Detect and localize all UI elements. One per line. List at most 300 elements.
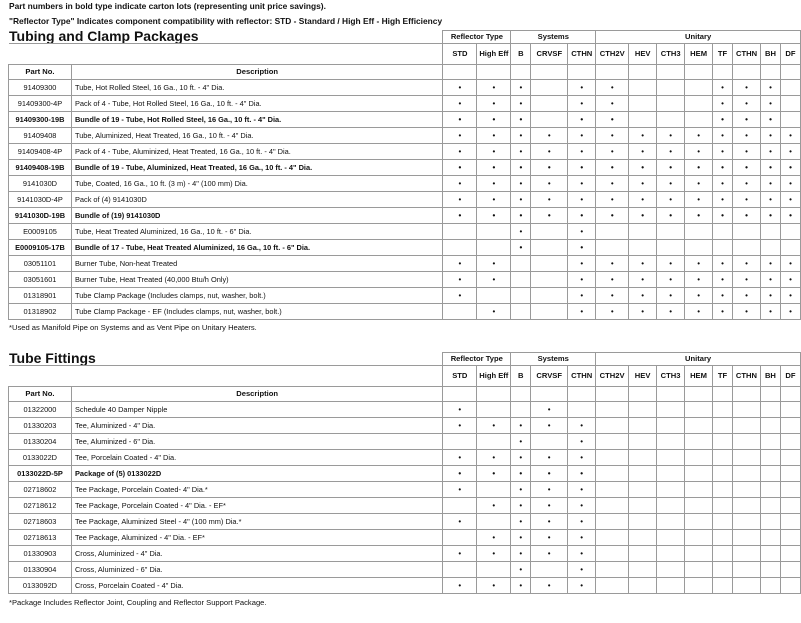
- compatibility-mark: •: [721, 195, 724, 204]
- header-spacer: [511, 387, 531, 402]
- compatibility-mark: •: [669, 307, 673, 316]
- compatibility-mark: •: [721, 275, 724, 284]
- unitary-cthn-column-header: CTHN: [733, 44, 761, 65]
- compatibility-mark: •: [519, 195, 523, 204]
- b-cell: [511, 240, 531, 256]
- crvsf-cell: [531, 514, 568, 530]
- cth2v-cell: [596, 434, 629, 450]
- bh-cell: [760, 450, 780, 466]
- bh-cell: [761, 144, 781, 160]
- unitary-cthn-cell: [733, 128, 761, 144]
- compatibility-mark: •: [610, 179, 614, 188]
- compatibility-mark: •: [458, 469, 462, 478]
- std-cell: [443, 514, 477, 530]
- df-cell: [780, 402, 800, 418]
- compatibility-mark: •: [580, 533, 584, 542]
- tf-cell: [713, 112, 733, 128]
- header-spacer: [477, 387, 511, 402]
- std-cell: [443, 304, 477, 320]
- compatibility-mark: •: [492, 131, 496, 140]
- description: Tee, Porcelain Coated - 4" Dia.: [71, 450, 442, 466]
- crvsf-cell: [531, 578, 568, 594]
- high-eff-cell: [477, 304, 511, 320]
- hem-cell: [685, 112, 713, 128]
- unitary-header: Unitary: [596, 353, 801, 366]
- compatibility-mark: •: [519, 501, 523, 510]
- description-header: Description: [71, 65, 442, 80]
- unitary-cthn-cell: [733, 208, 761, 224]
- compatibility-mark: •: [610, 307, 614, 316]
- hev-cell: [629, 80, 657, 96]
- cth3-cell: [657, 208, 685, 224]
- compatibility-mark: •: [789, 291, 792, 300]
- compatibility-mark: •: [580, 437, 584, 446]
- crvsf-cell: [531, 96, 568, 112]
- compatibility-mark: •: [697, 179, 700, 188]
- description: Cross, Aluminized - 6" Dia.: [71, 562, 442, 578]
- bh-cell: [760, 434, 780, 450]
- cth3-cell: [657, 530, 685, 546]
- compatibility-mark: •: [580, 131, 584, 140]
- bh-cell: [761, 176, 781, 192]
- std-cell: [443, 272, 477, 288]
- compatibility-mark: •: [721, 99, 724, 108]
- std-cell: [443, 434, 477, 450]
- bh-cell: [760, 482, 780, 498]
- description: Bundle of 17 - Tube, Heat Treated Aluminized, 16 Ga., 10 ft. - 6" Dia.: [71, 240, 442, 256]
- hev-cell: [629, 562, 657, 578]
- crvsf-column-header: CRVSF: [531, 366, 568, 387]
- table-row: [9, 482, 801, 498]
- high-eff-cell: [477, 530, 511, 546]
- cth2v-cell: [596, 192, 629, 208]
- high-eff-cell: [477, 256, 511, 272]
- b-cell: [511, 128, 531, 144]
- bh-cell: [761, 288, 781, 304]
- hem-cell: [685, 530, 713, 546]
- b-cell: [511, 482, 531, 498]
- bh-column-header: BH: [760, 366, 780, 387]
- hev-column-header: HEV: [629, 44, 657, 65]
- compatibility-mark: •: [641, 211, 645, 220]
- unitary-cthn-cell: [733, 160, 761, 176]
- hem-column-header: HEM: [685, 44, 713, 65]
- description: Burner Tube, Heat Treated (40,000 Btu/h Only): [71, 272, 442, 288]
- header-spacer: [761, 65, 781, 80]
- cth3-cell: [657, 256, 685, 272]
- hev-cell: [629, 466, 657, 482]
- high-eff-cell: [477, 144, 511, 160]
- hem-cell: [685, 562, 713, 578]
- label-header-row: [9, 387, 801, 402]
- high-eff-cell: [477, 562, 511, 578]
- table-row: [9, 304, 801, 320]
- bh-cell: [760, 418, 780, 434]
- compatibility-mark: •: [610, 211, 614, 220]
- description: Cross, Porcelain Coated - 4" Dia.: [71, 578, 442, 594]
- compatibility-mark: •: [458, 581, 462, 590]
- unitary-cthn-cell: [732, 450, 760, 466]
- tf-cell: [713, 272, 733, 288]
- hem-cell: [685, 176, 713, 192]
- std-cell: [443, 128, 477, 144]
- tf-column-header: TF: [713, 366, 733, 387]
- header-spacer: [657, 387, 685, 402]
- df-cell: [780, 514, 800, 530]
- systems-cthn-cell: [568, 272, 596, 288]
- systems-cthn-cell: [568, 288, 596, 304]
- std-cell: [443, 578, 477, 594]
- compatibility-mark: •: [697, 275, 700, 284]
- unitary-cthn-cell: [733, 272, 761, 288]
- hem-cell: [685, 466, 713, 482]
- b-cell: [511, 530, 531, 546]
- compatibility-mark: •: [458, 163, 462, 172]
- part-number: 0133022D: [9, 450, 72, 466]
- reflector-type-note: "Reflector Type" Indicates component compatibility with reflector: STD - Standard / High Eff - High Efficiency: [9, 16, 443, 26]
- compatibility-mark: •: [458, 405, 462, 414]
- b-column-header: B: [511, 366, 531, 387]
- systems-header: Systems: [511, 31, 596, 44]
- header-spacer: [443, 387, 477, 402]
- systems-cthn-cell: [568, 304, 596, 320]
- part-number: 91409408: [9, 128, 72, 144]
- df-column-header: DF: [780, 44, 800, 65]
- compatibility-mark: •: [669, 291, 673, 300]
- description: Bundle of 19 - Tube, Hot Rolled Steel, 16 Ga., 10 ft. - 4" Dia.: [71, 112, 442, 128]
- compatibility-mark: •: [641, 195, 645, 204]
- compatibility-mark: •: [610, 291, 614, 300]
- compatibility-mark: •: [458, 211, 462, 220]
- df-cell: [780, 96, 800, 112]
- section-title-fittings: Tube Fittings: [9, 350, 96, 366]
- crvsf-cell: [531, 402, 568, 418]
- header-spacer: [713, 65, 733, 80]
- high-eff-cell: [477, 272, 511, 288]
- crvsf-cell: [531, 304, 568, 320]
- crvsf-cell: [531, 466, 568, 482]
- cth2v-cell: [596, 240, 629, 256]
- systems-cthn-cell: [568, 514, 596, 530]
- compatibility-mark: •: [769, 147, 772, 156]
- compatibility-mark: •: [492, 549, 496, 558]
- compatibility-mark: •: [547, 211, 551, 220]
- part-number: 02718603: [9, 514, 72, 530]
- hev-cell: [629, 240, 657, 256]
- tube-fittings-table: [8, 352, 801, 594]
- compatibility-mark: •: [580, 227, 584, 236]
- crvsf-cell: [531, 144, 568, 160]
- std-column-header: STD: [443, 366, 477, 387]
- compatibility-mark: •: [547, 517, 551, 526]
- hev-cell: [629, 192, 657, 208]
- part-number: 9141030D-4P: [9, 192, 72, 208]
- compatibility-mark: •: [769, 163, 772, 172]
- description: Package of (5) 0133022D: [71, 466, 442, 482]
- compatibility-mark: •: [547, 147, 551, 156]
- compatibility-mark: •: [697, 163, 700, 172]
- table-row: [9, 562, 801, 578]
- unitary-cthn-cell: [733, 144, 761, 160]
- systems-cthn-cell: [568, 434, 596, 450]
- compatibility-mark: •: [610, 275, 614, 284]
- compatibility-mark: •: [492, 259, 496, 268]
- hev-cell: [629, 546, 657, 562]
- hev-cell: [629, 402, 657, 418]
- compatibility-mark: •: [492, 581, 496, 590]
- compatibility-mark: •: [458, 453, 462, 462]
- hev-cell: [629, 434, 657, 450]
- table-row: [9, 240, 801, 256]
- header-spacer: [685, 387, 713, 402]
- bh-cell: [761, 304, 781, 320]
- compatibility-mark: •: [492, 163, 496, 172]
- high-eff-cell: [477, 208, 511, 224]
- compatibility-mark: •: [547, 195, 551, 204]
- description: Tee, Aluminized - 4" Dia.: [71, 418, 442, 434]
- compatibility-mark: •: [519, 581, 523, 590]
- std-cell: [443, 112, 477, 128]
- compatibility-mark: •: [697, 291, 700, 300]
- high-eff-cell: [477, 192, 511, 208]
- cth3-column-header: CTH3: [657, 366, 685, 387]
- compatibility-mark: •: [721, 83, 724, 92]
- tf-cell: [713, 546, 733, 562]
- cth2v-cell: [596, 144, 629, 160]
- compatibility-mark: •: [492, 147, 496, 156]
- table-row: [9, 128, 801, 144]
- compatibility-mark: •: [519, 131, 523, 140]
- unitary-cthn-cell: [733, 176, 761, 192]
- header-spacer: [568, 387, 596, 402]
- hem-cell: [685, 256, 713, 272]
- part-number: 01318901: [9, 288, 72, 304]
- crvsf-cell: [531, 224, 568, 240]
- group-header-row: [9, 31, 801, 44]
- unitary-cthn-cell: [733, 304, 761, 320]
- table-row: [9, 80, 801, 96]
- b-cell: [511, 578, 531, 594]
- crvsf-cell: [531, 128, 568, 144]
- compatibility-mark: •: [697, 259, 700, 268]
- high-eff-cell: [477, 288, 511, 304]
- cth2v-cell: [596, 208, 629, 224]
- high-eff-cell: [477, 402, 511, 418]
- df-cell: [780, 160, 800, 176]
- fittings-footnote: *Package Includes Reflector Joint, Coupling and Reflector Support Package.: [9, 598, 267, 607]
- compatibility-mark: •: [547, 533, 551, 542]
- part-no-header: Part No.: [9, 387, 72, 402]
- df-cell: [780, 562, 800, 578]
- header-spacer: [531, 65, 568, 80]
- header-spacer: [629, 387, 657, 402]
- b-cell: [511, 434, 531, 450]
- compatibility-mark: •: [458, 131, 462, 140]
- df-cell: [780, 546, 800, 562]
- compatibility-mark: •: [580, 99, 584, 108]
- column-header-row: [9, 366, 801, 387]
- part-no-header: Part No.: [9, 65, 72, 80]
- std-cell: [443, 402, 477, 418]
- systems-cthn-cell: [568, 240, 596, 256]
- compatibility-mark: •: [721, 147, 724, 156]
- systems-cthn-cell: [568, 578, 596, 594]
- compatibility-mark: •: [721, 179, 724, 188]
- compatibility-mark: •: [580, 115, 584, 124]
- compatibility-mark: •: [745, 83, 748, 92]
- std-cell: [443, 288, 477, 304]
- tf-cell: [713, 418, 733, 434]
- unitary-cthn-cell: [732, 562, 760, 578]
- compatibility-mark: •: [669, 211, 673, 220]
- compatibility-mark: •: [519, 163, 523, 172]
- high-eff-column-header: High Eff: [477, 44, 511, 65]
- compatibility-mark: •: [789, 275, 792, 284]
- header-spacer: [657, 65, 685, 80]
- hev-cell: [629, 208, 657, 224]
- df-cell: [780, 112, 800, 128]
- table-row: [9, 466, 801, 482]
- df-cell: [780, 450, 800, 466]
- cth2v-cell: [596, 96, 629, 112]
- high-eff-cell: [477, 434, 511, 450]
- table-row: [9, 272, 801, 288]
- part-number: 91409300-4P: [9, 96, 72, 112]
- unitary-cthn-cell: [733, 112, 761, 128]
- bh-cell: [761, 192, 781, 208]
- b-cell: [511, 176, 531, 192]
- crvsf-cell: [531, 434, 568, 450]
- compatibility-mark: •: [492, 115, 496, 124]
- b-cell: [511, 402, 531, 418]
- tf-cell: [713, 466, 733, 482]
- cth3-cell: [657, 176, 685, 192]
- b-cell: [511, 80, 531, 96]
- compatibility-mark: •: [580, 179, 584, 188]
- carton-lot-note: Part numbers in bold type indicate carton lots (representing unit price savings).: [9, 1, 326, 11]
- compatibility-mark: •: [745, 307, 748, 316]
- compatibility-mark: •: [458, 115, 462, 124]
- systems-cthn-cell: [568, 482, 596, 498]
- compatibility-mark: •: [458, 179, 462, 188]
- crvsf-cell: [531, 112, 568, 128]
- header-spacer: [713, 387, 733, 402]
- compatibility-mark: •: [610, 163, 614, 172]
- cth3-cell: [657, 144, 685, 160]
- header-spacer: [531, 387, 568, 402]
- b-cell: [511, 466, 531, 482]
- high-eff-cell: [477, 514, 511, 530]
- cth3-cell: [657, 112, 685, 128]
- high-eff-cell: [477, 112, 511, 128]
- compatibility-mark: •: [669, 131, 673, 140]
- tf-cell: [713, 144, 733, 160]
- crvsf-cell: [531, 450, 568, 466]
- compatibility-mark: •: [547, 453, 551, 462]
- compatibility-mark: •: [769, 211, 772, 220]
- cth2v-cell: [596, 402, 629, 418]
- compatibility-mark: •: [547, 179, 551, 188]
- tf-cell: [713, 240, 733, 256]
- hev-cell: [629, 418, 657, 434]
- std-column-header: STD: [443, 44, 477, 65]
- systems-cthn-cell: [568, 546, 596, 562]
- table-row: [9, 498, 801, 514]
- compatibility-mark: •: [641, 291, 645, 300]
- b-cell: [511, 208, 531, 224]
- compatibility-mark: •: [580, 549, 584, 558]
- compatibility-mark: •: [641, 275, 645, 284]
- cth2v-cell: [596, 80, 629, 96]
- compatibility-mark: •: [745, 163, 748, 172]
- tf-cell: [713, 530, 733, 546]
- compatibility-mark: •: [519, 115, 523, 124]
- unitary-cthn-cell: [733, 96, 761, 112]
- compatibility-mark: •: [721, 211, 724, 220]
- hev-cell: [629, 304, 657, 320]
- unitary-cthn-cell: [732, 482, 760, 498]
- compatibility-mark: •: [547, 131, 551, 140]
- df-cell: [780, 144, 800, 160]
- unitary-cthn-cell: [732, 402, 760, 418]
- compatibility-mark: •: [580, 291, 584, 300]
- compatibility-mark: •: [745, 195, 748, 204]
- group-header-row: [9, 353, 801, 366]
- part-number: 01330204: [9, 434, 72, 450]
- std-cell: [443, 546, 477, 562]
- compatibility-mark: •: [721, 163, 724, 172]
- hem-column-header: HEM: [685, 366, 713, 387]
- compatibility-mark: •: [745, 275, 748, 284]
- tf-cell: [713, 434, 733, 450]
- tf-cell: [713, 498, 733, 514]
- cth3-cell: [657, 192, 685, 208]
- bh-cell: [761, 160, 781, 176]
- cth3-cell: [657, 546, 685, 562]
- cth2v-cell: [596, 418, 629, 434]
- std-cell: [443, 208, 477, 224]
- compatibility-mark: •: [669, 195, 673, 204]
- cth2v-cell: [596, 450, 629, 466]
- compatibility-mark: •: [580, 469, 584, 478]
- cth2v-cell: [596, 562, 629, 578]
- crvsf-cell: [531, 498, 568, 514]
- hev-cell: [629, 96, 657, 112]
- cth3-cell: [657, 304, 685, 320]
- header-spacer: [685, 65, 713, 80]
- compatibility-mark: •: [492, 453, 496, 462]
- tf-cell: [713, 562, 733, 578]
- compatibility-mark: •: [492, 195, 496, 204]
- hem-cell: [685, 160, 713, 176]
- tf-cell: [713, 482, 733, 498]
- description: Schedule 40 Damper Nipple: [71, 402, 442, 418]
- hev-cell: [629, 578, 657, 594]
- high-eff-cell: [477, 128, 511, 144]
- compatibility-mark: •: [610, 99, 614, 108]
- b-cell: [511, 304, 531, 320]
- cth3-cell: [657, 434, 685, 450]
- cth3-cell: [657, 562, 685, 578]
- unitary-cthn-cell: [732, 498, 760, 514]
- crvsf-column-header: CRVSF: [531, 44, 568, 65]
- compatibility-mark: •: [519, 517, 523, 526]
- systems-cthn-cell: [568, 530, 596, 546]
- tf-cell: [713, 192, 733, 208]
- part-number: 0133022D-5P: [9, 466, 72, 482]
- part-number: 01330203: [9, 418, 72, 434]
- compatibility-mark: •: [519, 533, 523, 542]
